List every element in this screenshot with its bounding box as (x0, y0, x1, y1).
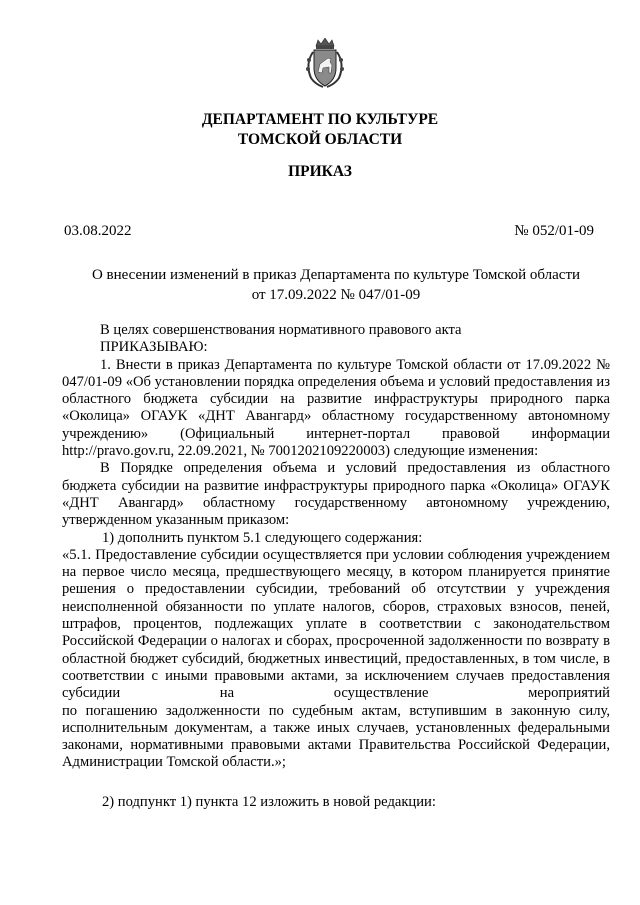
department-name-line1: ДЕПАРТАМЕНТ ПО КУЛЬТУРЕ (201, 111, 439, 128)
paragraph-4b: по погашению задолженности по судебным актам, вступившим в законную силу, исполнительным документам, а также иных случаев, установленных федеральными законами, нормативными правовыми актами Правительства Российской Федерации, Администрации Томской области.»; (62, 702, 610, 771)
document-body (62, 322, 610, 811)
paragraph-3: 1) дополнить пунктом 5.1 следующего содержания: (102, 529, 423, 546)
department-name-line2: ТОМСКОЙ ОБЛАСТИ (237, 131, 403, 148)
document-title-line1: О внесении изменений в приказ Департамента по культуре Томской области (91, 267, 581, 283)
tomsk-region-coat-of-arms-icon (303, 38, 347, 88)
document-title (60, 265, 612, 305)
purpose-paragraph: В целях совершенствования нормативного правового акта (100, 322, 462, 338)
spacer (62, 772, 610, 794)
document-date: 03.08.2022 (64, 223, 132, 239)
document-type-heading: ПРИКАЗ (288, 163, 352, 180)
document-number: № 052/01-09 (514, 223, 594, 239)
paragraph-4a: «5.1. Предоставление субсидии осуществляется при условии соблюдения учреждением на первое число месяца, предшествующего месяцу, в котором планируется принятие решения о предоставлении субсидии, требований об отсутствии у учреждения неисполненной обязанности по уплате налогов, сборов, страховых взносов, пеней, штрафов, процентов, подлежащих уплате в соответствии с законодательством Российской Федерации о налогах и сборах, просроченной задолженности по возврату в областной бюджет субсидий, бюджетных инвестиций, предоставленных, в том числе, в соответствии с иными правовыми актами, за исключением случаев предоставления субсидии на осуществление мероприятий (62, 546, 610, 702)
paragraph-2: В Порядке определения объема и условий предоставления из областного бюджета субсидии на развитие инфраструктуры природного парка «Околица» ОГАУК «ДНТ Авангард» областному государственному автономному учреждению, утвержденном указанным приказом: (62, 460, 610, 529)
paragraph-5: 2) подпункт 1) пункта 12 изложить в новой редакции: (102, 793, 436, 810)
order-word: ПРИКАЗЫВАЮ: (100, 339, 208, 356)
paragraph-1: 1. Внести в приказ Департамента по культуре Томской области от 17.09.2022 № 047/01-09 «Об установлении порядка определения объема и условий предоставления из областного бюджета субсидии на развитие инфраструктуры природного парка «Околица» ОГАУК «ДНТ Авангард» областному государственному автономному учреждению» (Официальный интернет-портал правовой информации http://pravo.gov.ru, 22.09.2021, № 7001202109220003) следующие изменения: (62, 356, 610, 460)
document-title-line2: от 17.09.2022 № 047/01-09 (251, 287, 421, 303)
